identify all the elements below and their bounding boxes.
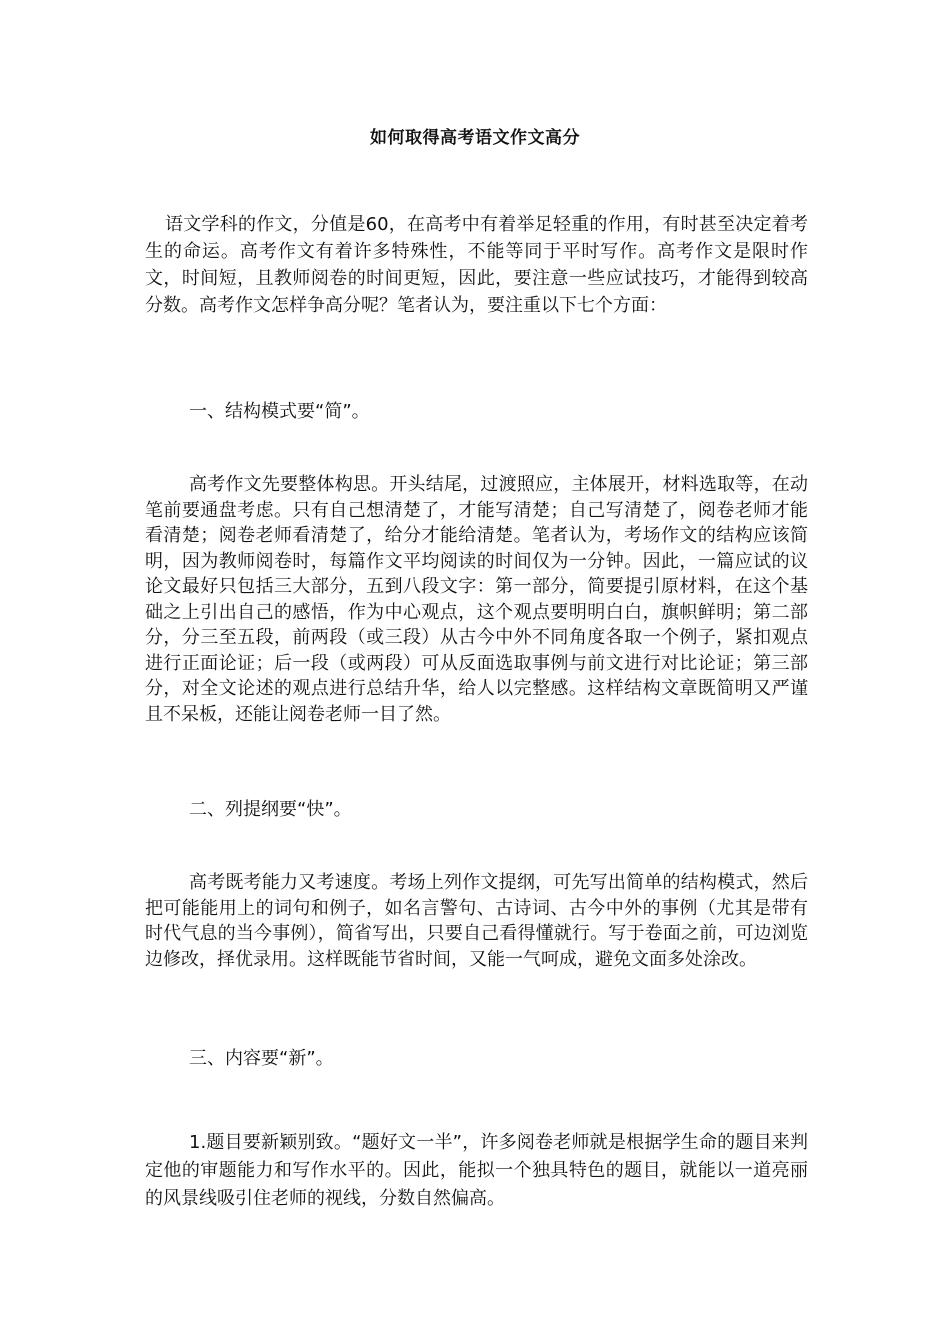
- intro-paragraph: 语文学科的作文，分值是60，在高考中有着举足轻重的作用，有时甚至决定着考生的命运。高考作文有着许多特殊性，不能等同于平时写作。高考作文是限时作文，时间短，且教师阅卷的时间更短，因此，要注意一些应试技巧，才能得到较高分数。高考作文怎样争高分呢？笔者认为，要注重以下七个方面：: [145, 214, 808, 316]
- section1-paragraph: 高考作文先要整体构思。开头结尾，过渡照应，主体展开，材料选取等，在动笔前要通盘考虑。只有自己想清楚了，才能写清楚；自己写清楚了，阅卷老师才能看清楚；阅卷老师看清楚了，给分才能给清楚。笔者认为，考场作文的结构应该简明，因为教师阅卷时，每篇作文平均阅读的时间仅为一分钟。因此，一篇应试的议论文最好只包括三大部分，五到八段文字：第一部分，简要提引原材料，在这个基础之上引出自己的感悟，作为中心观点，这个观点要明明白白，旗帜鲜明；第二部分，分三至五段，前两段（或三段）从古今中外不同角度各取一个例子，紧扣观点进行正面论证；后一段（或两段）可从反面选取事例与前文进行对比论证；第三部分，对全文论述的观点进行总结升华，给人以完整感。这样结构文章既简明又严谨且不呆板，还能让阅卷老师一目了然。: [145, 474, 808, 725]
- section2-heading: 二、列提纲要“快”。: [189, 799, 352, 820]
- document-title: 如何取得高考语文作文高分: [370, 128, 580, 148]
- section3-heading: 三、内容要“新”。: [189, 1048, 334, 1069]
- section2-paragraph: 高考既考能力又考速度。考场上列作文提纲，可先写出简单的结构模式，然后把可能能用上的词句和例子，如名言警句、古诗词、古今中外的事例（尤其是带有时代气息的当今事例），简省写出，只要自己看得懂就行。写于卷面之前，可边浏览边修改，择优录用。这样既能节省时间，又能一气呵成，避免文面多处涂改。: [145, 872, 808, 970]
- section1-heading: 一、结构模式要“简”。: [189, 401, 370, 422]
- section3-paragraph: 1.题目要新颖别致。“题好文一半”，许多阅卷老师就是根据学生命的题目来判定他的审题能力和写作水平的。因此，能拟一个独具特色的题目，就能以一道亮丽的风景线吸引住老师的视线，分数自然偏高。: [145, 1132, 808, 1209]
